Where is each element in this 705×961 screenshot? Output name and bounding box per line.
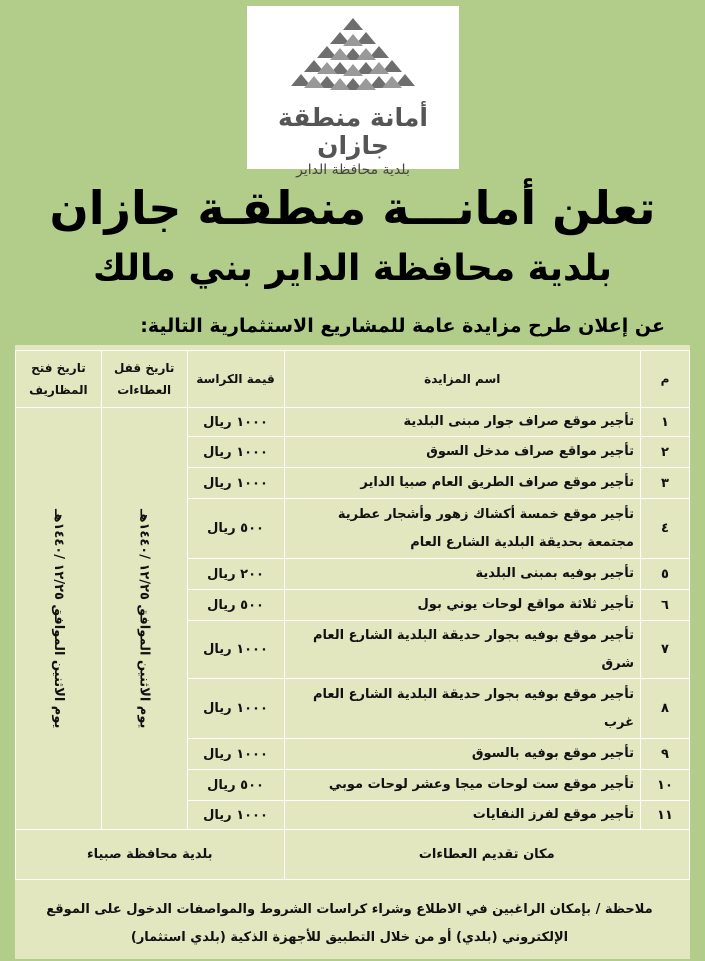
note-line-1: ملاحظة / بإمكان الراغبين في الاطلاع وشراء كراسات الشروط والمواصفات الدخول على الموقع xyxy=(46,902,653,917)
table-row xyxy=(16,408,690,437)
row-price: ١٠٠٠ ريال xyxy=(187,468,284,499)
row-name: تأجير موقع ست لوحات ميجا وعشر لوحات موبي xyxy=(284,770,640,801)
row-name: تأجير موقع بوفيه بالسوق xyxy=(284,739,640,770)
intro-text: عن إعلان طرح مزايدة عامة للمشاريع الاستثمارية التالية: xyxy=(140,315,665,337)
header-close-date: تاريخ قفل العطاءات xyxy=(101,351,187,408)
row-number: ٩ xyxy=(640,739,689,770)
row-price: ١٠٠٠ ريال xyxy=(187,437,284,468)
row-number: ٧ xyxy=(640,621,689,679)
close-date-value: يوم الاثنين الموافق ١٢/٢٥ /١٤٤٠هـ xyxy=(101,408,187,830)
row-number: ٦ xyxy=(640,590,689,621)
row-number: ٣ xyxy=(640,468,689,499)
row-name: تأجير مواقع صراف مدخل السوق xyxy=(284,437,640,468)
row-name: تأجير موقع لفرز النفايات xyxy=(284,801,640,830)
row-name: تأجير ثلاثة مواقع لوحات يوني بول xyxy=(284,590,640,621)
row-price: ١٠٠٠ ريال xyxy=(187,621,284,679)
bids-table xyxy=(15,350,690,880)
row-number: ٤ xyxy=(640,499,689,559)
row-price: ١٠٠٠ ريال xyxy=(187,801,284,830)
row-price: ٥٠٠ ريال xyxy=(187,499,284,559)
row-number: ٢ xyxy=(640,437,689,468)
submission-label: مكان تقديم العطاءات xyxy=(284,830,690,880)
header-open-date: تاريخ فتح المظاريف xyxy=(16,351,102,408)
row-number: ٨ xyxy=(640,679,689,739)
header-number: م xyxy=(640,351,689,408)
row-price: ٥٠٠ ريال xyxy=(187,590,284,621)
row-name: تأجير موقع بوفيه بجوار حديقة البلدية الشارع العام غرب xyxy=(284,679,640,739)
row-number: ١٠ xyxy=(640,770,689,801)
header-price: قيمة الكراسة xyxy=(187,351,284,408)
note-line-2: الإلكتروني (بلدي) أو من خلال التطبيق للأجهزة الذكية (بلدي استثمار) xyxy=(130,930,569,945)
submission-row xyxy=(16,830,690,880)
row-name: تأجير موقع خمسة أكشاك زهور وأشجار عطرية مجتمعة بحديقة البلدية الشارع العام xyxy=(284,499,640,559)
row-number: ٥ xyxy=(640,559,689,590)
row-number: ١١ xyxy=(640,801,689,830)
row-name: تأجير موقع صراف الطريق العام صبيا الداير xyxy=(284,468,640,499)
table-header-row xyxy=(16,351,690,408)
page-title: تعلن أمانـــة منطقـة جازان xyxy=(49,181,656,235)
pyramid-logo-icon xyxy=(288,14,418,100)
row-price: ٥٠٠ ريال xyxy=(187,770,284,801)
row-price: ١٠٠٠ ريال xyxy=(187,679,284,739)
row-price: ٢٠٠ ريال xyxy=(187,559,284,590)
submission-place: بلدية محافظة صبياء xyxy=(16,830,285,880)
header-name: اسم المزايدة xyxy=(284,351,640,408)
row-name: تأجير موقع صراف جوار مبنى البلدية xyxy=(284,408,640,437)
logo xyxy=(247,6,459,178)
row-price: ١٠٠٠ ريال xyxy=(187,408,284,437)
open-date-value: يوم الاثنين الموافق ١٢/٢٥ /١٤٤٠هـ xyxy=(16,408,102,830)
row-number: ١ xyxy=(640,408,689,437)
logo-sub-text: بلدية محافظة الداير xyxy=(296,162,410,178)
note-block xyxy=(15,888,690,956)
logo-main-text: أمانة منطقة جازان xyxy=(278,103,428,160)
row-price: ١٠٠٠ ريال xyxy=(187,739,284,770)
row-name: تأجير موقع بوفيه بجوار حديقة البلدية الشارع العام شرق xyxy=(284,621,640,679)
row-name: تأجير بوفيه بمبنى البلدية xyxy=(284,559,640,590)
page-subtitle: بلدية محافظة الداير بني مالك xyxy=(92,248,613,289)
